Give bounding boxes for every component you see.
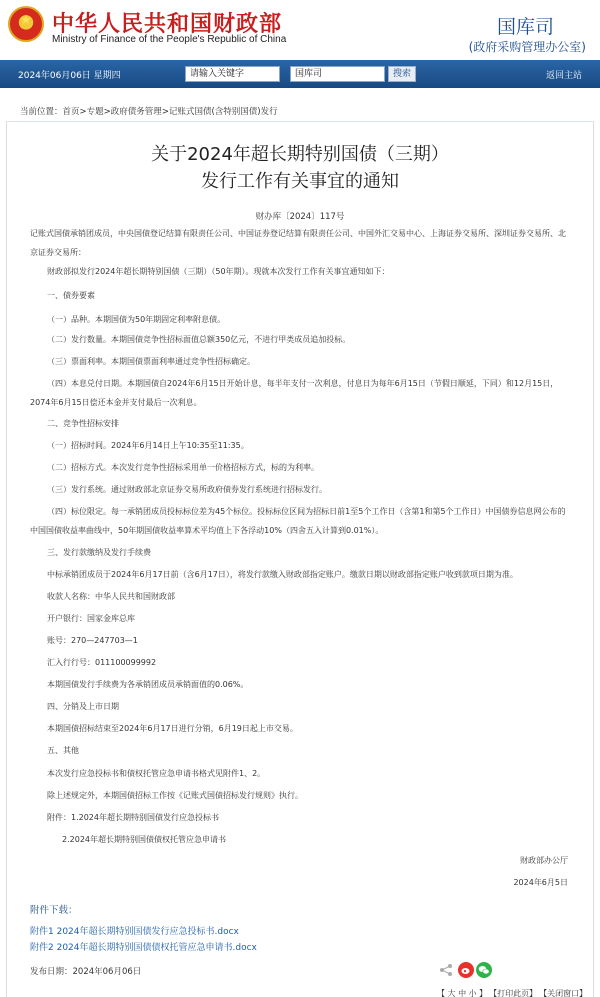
account-number: 账号：270—247703—1 xyxy=(47,636,138,645)
ministry-name-en: Ministry of Finance of the People's Republic of China xyxy=(52,34,287,45)
font-size-toggle[interactable]: 【 大 中 小 】 xyxy=(437,989,488,997)
close-window-button[interactable]: 【关闭窗口】 xyxy=(543,989,588,997)
share-icon[interactable] xyxy=(438,962,454,978)
paragraph: 除上述规定外，本期国债招标工作按《记账式国债招标发行规则》执行。 xyxy=(47,791,303,800)
weibo-icon[interactable] xyxy=(458,962,474,978)
sign-date: 2024年6月5日 xyxy=(513,878,568,887)
attachment-list-2: 2.2024年超长期特别国债债权托管应急申请书 xyxy=(62,835,226,844)
paragraph: （二）招标方式。本次发行竞争性招标采用单一价格招标方式，标的为利率。 xyxy=(47,463,319,472)
paragraph: 本期国债招标结束至2024年6月17日进行分销，6月19日起上市交易。 xyxy=(47,724,298,733)
page-tools xyxy=(437,988,593,997)
star-icon: ★ xyxy=(20,13,32,28)
article-title-line1: 关于2024年超长期特别国债（三期） xyxy=(151,144,449,165)
wechat-icon[interactable] xyxy=(476,962,492,978)
paragraph: （一）品种。本期国债为50年期固定利率附息债。 xyxy=(47,315,226,324)
recipients: 记账式国债承销团成员，中央国债登记结算有限责任公司、中国证券登记结算有限责任公司、中国外汇交易中心、上海证券交易所、深圳证券交易所、北京证券交易所： xyxy=(30,229,566,257)
print-button[interactable]: 【打印此页】 xyxy=(493,989,538,997)
attachment-link-2[interactable]: 附件2 2024年超长期特别国债债权托管应急申请书.docx xyxy=(30,943,257,953)
bank-name: 开户银行：国家金库总库 xyxy=(47,614,135,623)
section-heading: 三、发行款缴纳及发行手续费 xyxy=(47,548,151,557)
department-subtitle: (政府采购管理办公室) xyxy=(468,40,586,54)
breadcrumb-prefix: 当前位置： xyxy=(20,107,63,117)
breadcrumb-item-bond-issuance[interactable]: 记账式国债(含特别国债)发行 xyxy=(168,107,278,117)
section-heading: 五、其他 xyxy=(47,746,79,755)
ministry-name-cn: 中华人民共和国财政部 xyxy=(52,11,283,37)
search-button[interactable]: 搜索 xyxy=(388,66,416,82)
nav-bar xyxy=(0,60,600,88)
paragraph: 本次发行应急投标书和债权托管应急申请书格式见附件1、2。 xyxy=(47,769,266,778)
publish-date: 发布日期：2024年06月06日 xyxy=(30,967,142,977)
attachment-list-1: 附件：1.2024年超长期特别国债发行应急投标书 xyxy=(47,813,219,822)
current-date: 2024年06月06日 星期四 xyxy=(18,71,121,81)
attachment-link-1[interactable]: 附件1 2024年超长期特别国债发行应急投标书.docx xyxy=(30,927,239,937)
breadcrumb-separator: > xyxy=(79,107,87,117)
payee-name: 收款人名称：中华人民共和国财政部 xyxy=(47,592,175,601)
paragraph: 中标承销团成员于2024年6月17日前（含6月17日），将发行款缴入财政部指定账户。缴款日期以财政部指定账户收到款项日期为准。 xyxy=(47,570,518,579)
section-heading: 二、竞争性招标安排 xyxy=(47,419,119,428)
paragraph: （二）发行数量。本期国债竞争性招标面值总额350亿元，不进行甲类成员追加投标。 xyxy=(47,335,351,344)
paragraph: （四）本息兑付日期。本期国债自2024年6月15日开始计息，每半年支付一次利息，付息日为每年6月15日（节假日顺延，下同）和12月15日，2074年6月15日偿还本金并支付最后一次利息。 xyxy=(30,379,559,407)
department-title: 国库司 xyxy=(496,16,554,38)
section-heading: 一、债券要素 xyxy=(47,291,95,300)
document-number: 财办库〔2024〕117号 xyxy=(255,212,345,222)
search-scope-select[interactable]: 国库司 xyxy=(290,66,385,82)
bank-code: 汇入行行号：011100099992 xyxy=(47,658,157,667)
breadcrumb-separator: > xyxy=(103,107,111,117)
paragraph: （三）发行系统。通过财政部北京证券交易所政府债券发行系统进行招标发行。 xyxy=(47,485,327,494)
national-emblem-icon xyxy=(8,6,44,42)
section-heading: 四、分销及上市日期 xyxy=(47,702,119,711)
paragraph: 本期国债发行手续费为各承销团成员承销面值的0.06%。 xyxy=(47,680,249,689)
intro-paragraph: 财政部拟发行2024年超长期特别国债（三期）（50年期）。现就本次发行工作有关事宜通知如下： xyxy=(47,267,390,276)
paragraph: （一）招标时间。2024年6月14日上午10:35至11:35。 xyxy=(47,441,249,450)
article-title-line2: 发行工作有关事宜的通知 xyxy=(201,171,399,192)
signer: 财政部办公厅 xyxy=(520,856,568,865)
search-input[interactable]: 请输入关键字 xyxy=(185,66,280,82)
paragraph: （三）票面利率。本期国债票面利率通过竞争性招标确定。 xyxy=(47,357,255,366)
attachments-heading: 附件下载： xyxy=(30,905,78,916)
breadcrumb-item-topic[interactable]: 专题 xyxy=(86,107,104,117)
breadcrumb-separator: > xyxy=(161,107,169,117)
site-header xyxy=(0,0,600,60)
breadcrumb xyxy=(6,98,594,122)
breadcrumb-item-debt-management[interactable]: 政府债务管理 xyxy=(110,107,162,117)
home-link[interactable]: 返回主站 xyxy=(545,71,582,81)
paragraph: （四）标位限定。每一承销团成员投标标位差为45个标位。投标标位区间为招标日前1至5个工作日（含第1和第5个工作日）中国债券信息网公布的中国国债收益率曲线中，50年期国债收益率算术平均值上下各浮动10%（四舍五入计算到0.01%）。 xyxy=(30,507,566,535)
breadcrumb-item-home[interactable]: 首页 xyxy=(62,107,80,117)
